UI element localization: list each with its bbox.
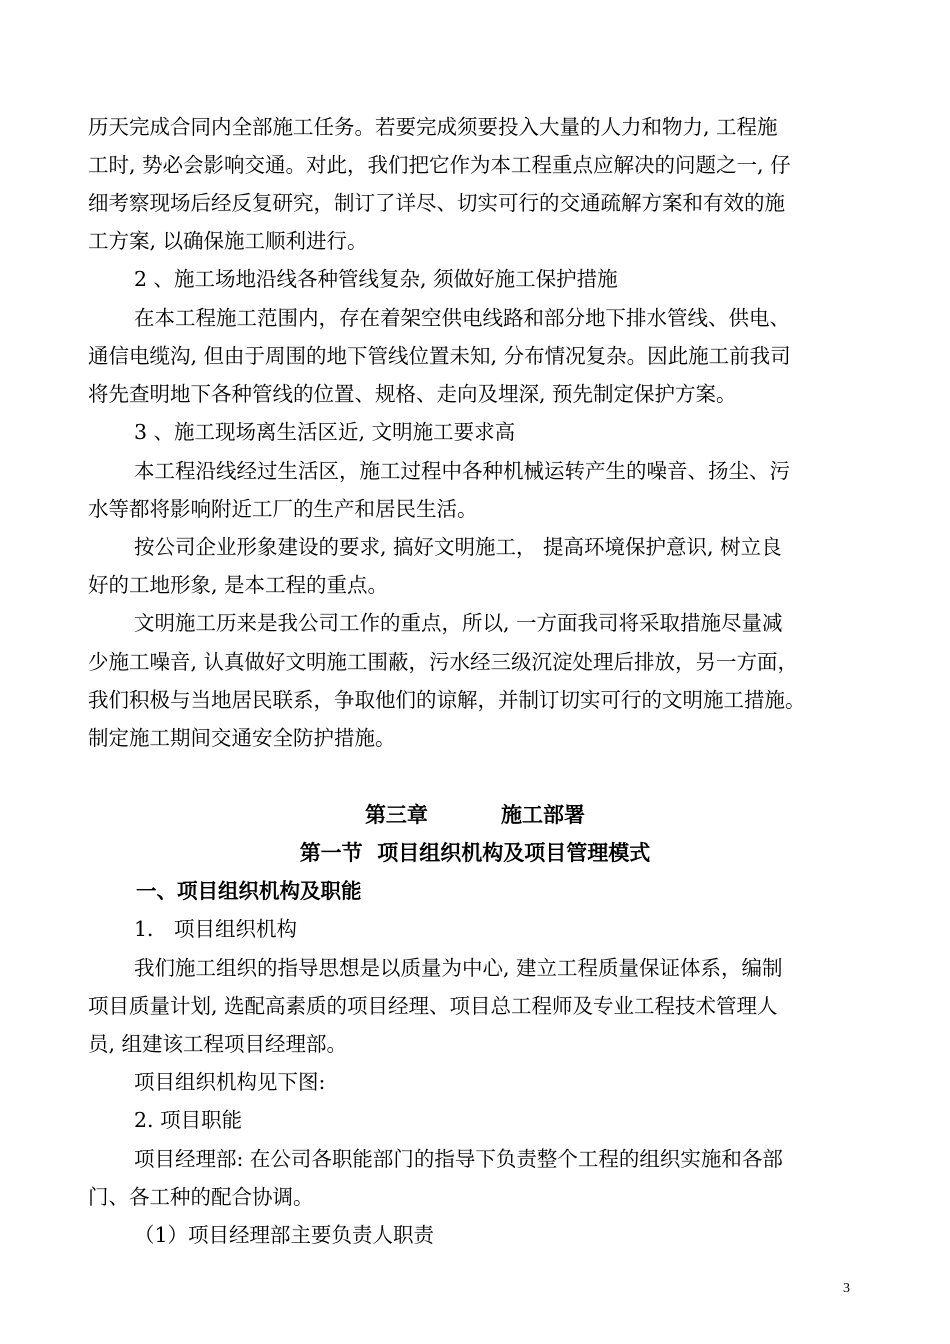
body-line: 门、各工种的配合协调。: [88, 1185, 314, 1209]
body-line: 将先查明地下各种管线的位置、规格、走向及埋深, 预先制定保护方案。: [88, 382, 737, 406]
body-line: 项目经理部: 在公司各职能部门的指导下负责整个工程的组织实施和各部: [134, 1147, 783, 1171]
body-line: 本工程沿线经过生活区，施工过程中各种机械运转产生的噪音、扬尘、污: [134, 459, 790, 483]
body-line: 好的工地形象, 是本工程的重点。: [88, 573, 389, 597]
body-line: 文明施工历来是我公司工作的重点，所以, 一方面我司将采取措施尽量减: [134, 611, 783, 635]
body-line: 细考察现场后经反复研究，制订了详尽、切实可行的交通疏解方案和有效的施: [88, 191, 785, 215]
body-line: 通信电缆沟, 但由于周围的地下管线位置未知, 分布情况复杂。因此施工前我司: [88, 344, 791, 368]
body-line: 我们施工组织的指导思想是以质量为中心, 建立工程质量保证体系，编制: [134, 956, 783, 980]
body-line: 我们积极与当地居民联系，争取他们的谅解，并制订切实可行的文明施工措施。: [88, 688, 806, 712]
subheading: （1）项目经理部主要负责人职责: [134, 1223, 435, 1247]
body-line: 员, 组建该工程项目经理部。: [88, 1032, 348, 1056]
heading-organization: 一、项目组织机构及职能: [136, 879, 362, 903]
page-number: 3: [843, 1281, 850, 1296]
body-line: 工方案, 以确保施工顺利进行。: [88, 229, 368, 253]
body-line: 水等都将影响附近工厂的生产和居民生活。: [88, 497, 478, 521]
body-line: 制定施工期间交通安全防护措施。: [88, 726, 396, 750]
subheading: 2. 项目职能: [134, 1108, 243, 1132]
subheading: 3 、施工现场离生活区近, 文明施工要求高: [134, 420, 516, 444]
body-line: 按公司企业形象建设的要求, 搞好文明施工， 提高环境保护意识, 树立良: [134, 535, 782, 559]
subheading: 1． 项目组织机构: [134, 917, 298, 941]
subheading: 2 、施工场地沿线各种管线复杂, 须做好施工保护措施: [134, 267, 618, 291]
chapter-title: 第三章 施工部署: [364, 802, 586, 827]
body-line: 历天完成合同内全部施工任务。若要完成须要投入大量的人力和物力, 工程施: [88, 115, 778, 139]
section-title: 第一节 项目组织机构及项目管理模式: [299, 840, 651, 865]
body-line: 在本工程施工范围内，存在着架空供电线路和部分地下排水管线、供电、: [134, 306, 790, 330]
body-line: 工时, 势必会影响交通。对此，我们把它作为本工程重点应解决的问题之一, 仔: [88, 153, 791, 177]
body-line: 少施工噪音, 认真做好文明施工围蔽，污水经三级沉淀处理后排放，另一方面，: [88, 650, 799, 674]
body-line: 项目质量计划, 选配高素质的项目经理、项目总工程师及专业工程技术管理人: [88, 994, 778, 1018]
body-line: 项目组织机构见下图:: [134, 1070, 326, 1094]
